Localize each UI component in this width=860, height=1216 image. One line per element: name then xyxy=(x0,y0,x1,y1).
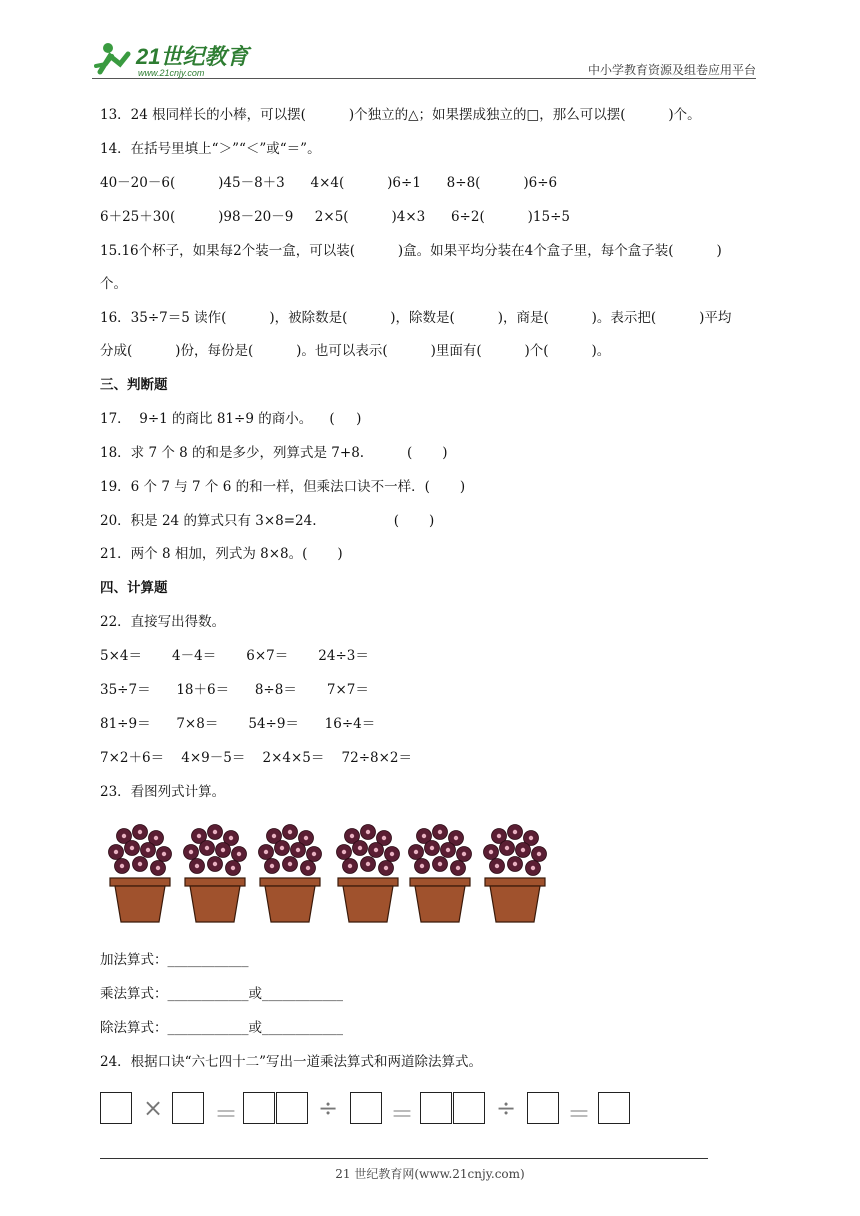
answer-box[interactable] xyxy=(243,1092,275,1124)
logo-text: 21世纪教育 xyxy=(136,44,249,69)
question-18: 18．求 7 个 8 的和是多少，列算式是 7+8. ( ) xyxy=(100,445,448,461)
flower-pots-illustration xyxy=(104,818,554,926)
question-19: 19．6 个 7 与 7 个 6 的和一样，但乘法口诀不一样．( ) xyxy=(100,479,466,495)
answer-box[interactable] xyxy=(453,1092,485,1124)
flower-pot xyxy=(184,825,247,923)
times-sign: × xyxy=(143,1094,164,1122)
question-15-line-2: 个。 xyxy=(100,276,127,292)
question-22-row-4: 7×2＋6＝ 4×9－5＝ 2×4×5＝ 72÷8×2＝ xyxy=(100,750,413,766)
question-22-row-3: 81÷9＝ 7×8＝ 54÷9＝ 16÷4＝ xyxy=(100,716,376,732)
divide-sign: ÷ xyxy=(496,1094,517,1122)
question-22-row-1: 5×4＝ 4－4＝ 6×7＝ 24÷3＝ xyxy=(100,648,369,664)
question-14-row-1: 40－20－6( )45－8＋3 4×4( )6÷1 8÷8( )6÷6 xyxy=(100,175,558,191)
footer-text: 21 世纪教育网(www.21cnjy.com) xyxy=(335,1167,525,1181)
answer-box[interactable] xyxy=(276,1092,308,1124)
question-20: 20．积是 24 的算式只有 3×8=24. ( ) xyxy=(100,513,435,529)
question-14: 14．在括号里填上“＞”“＜”或“＝”。 xyxy=(100,141,321,157)
answer-box[interactable] xyxy=(527,1092,559,1124)
question-16-line-1: 16．35÷7＝5 读作( )，被除数是( )，除数是( )，商是( )。表示把( )平均 xyxy=(100,310,732,326)
answer-box[interactable] xyxy=(172,1092,204,1124)
question-24: 24．根据口诀“六七四十二”写出一道乘法算式和两道除法算式。 xyxy=(100,1054,482,1070)
question-17: 17． 9÷1 的商比 81÷9 的商小。 ( ) xyxy=(100,411,362,427)
flower-pot xyxy=(337,825,400,923)
equals-sign: ＝ xyxy=(567,1100,591,1128)
answer-box[interactable] xyxy=(598,1092,630,1124)
question-22-row-2: 35÷7＝ 18＋6＝ 8÷8＝ 7×7＝ xyxy=(100,682,369,698)
question-15-line-1: 15.16个杯子，如果每2个装一盒，可以装( )盒。如果平均分装在4个盒子里，每个盒子装( ) xyxy=(100,243,722,259)
question-14-row-2: 6＋25＋30( )98－20－9 2×5( )4×3 6÷2( )15÷5 xyxy=(100,209,570,225)
footer-divider xyxy=(100,1158,708,1159)
question-21: 21．两个 8 相加，列式为 8×8。( ) xyxy=(100,546,343,562)
platform-label: 中小学教育资源及组卷应用平台 xyxy=(587,63,756,77)
logo-url: www.21cnjy.com xyxy=(138,68,205,78)
question-16-line-2: 分成( )份，每份是( )。也可以表示( )里面有( )个( )。 xyxy=(100,343,611,359)
division-answer-line: 除法算式：____________或____________ xyxy=(100,1020,343,1036)
flower-pot xyxy=(484,825,547,923)
question-22: 22．直接写出得数。 xyxy=(100,614,226,630)
question-13: 13．24 根同样长的小棒，可以摆( )个独立的△；如果摆成独立的□，那么可以摆( )个。 xyxy=(100,107,701,123)
multiplication-answer-line: 乘法算式：____________或____________ xyxy=(100,986,343,1002)
flower-pot xyxy=(409,825,472,923)
addition-answer-line: 加法算式：____________ xyxy=(100,952,249,968)
site-logo xyxy=(92,34,262,80)
equals-sign: ＝ xyxy=(390,1100,414,1128)
answer-box[interactable] xyxy=(420,1092,452,1124)
question-23: 23．看图列式计算。 xyxy=(100,784,226,800)
section-judgement-title: 三、判断题 xyxy=(100,377,168,393)
answer-box[interactable] xyxy=(100,1092,132,1124)
flower-pot xyxy=(109,825,172,923)
equals-sign: ＝ xyxy=(214,1100,238,1128)
section-calculation-title: 四、计算题 xyxy=(100,580,168,596)
flower-pot xyxy=(259,825,322,923)
divide-sign: ÷ xyxy=(318,1094,339,1122)
header-divider xyxy=(92,78,756,79)
answer-box[interactable] xyxy=(350,1092,382,1124)
